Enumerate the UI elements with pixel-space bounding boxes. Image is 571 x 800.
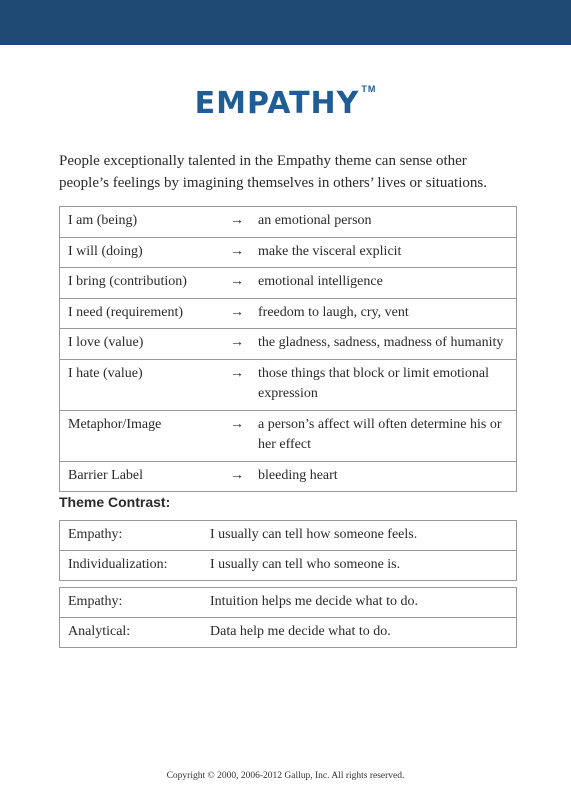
theme-contrast-table-2 (59, 587, 517, 648)
table-row (60, 329, 517, 360)
table-row (60, 461, 517, 492)
trait-label: I need (requirement) (60, 298, 225, 329)
trait-value: those things that block or limit emotional expression (250, 359, 517, 410)
table-row (60, 410, 517, 461)
arrow-icon: → (224, 410, 250, 461)
trait-value: a person’s affect will often determine his or her effect (250, 410, 517, 461)
table-row (60, 588, 517, 618)
table-row (60, 268, 517, 299)
trait-label: I will (doing) (60, 237, 225, 268)
title-text: EMPATHY (194, 86, 360, 121)
table-row (60, 551, 517, 581)
trait-label: I hate (value) (60, 359, 225, 410)
contrast-theme: Empathy: (60, 588, 203, 618)
contrast-theme: Empathy: (60, 521, 203, 551)
table-row (60, 207, 517, 238)
table-row (60, 521, 517, 551)
arrow-icon: → (224, 207, 250, 238)
trait-value: emotional intelligence (250, 268, 517, 299)
theme-traits-table (59, 206, 517, 492)
contrast-statement: I usually can tell who someone is. (202, 551, 517, 581)
contrast-statement: Data help me decide what to do. (202, 618, 517, 648)
copyright-notice: Copyright © 2000, 2006-2012 Gallup, Inc. All rights reserved. (166, 771, 405, 781)
arrow-icon: → (224, 298, 250, 329)
table-row (60, 237, 517, 268)
contrast-statement: Intuition helps me decide what to do. (202, 588, 517, 618)
table-row (60, 618, 517, 648)
theme-contrast-table-1 (59, 520, 517, 581)
top-color-band (0, 0, 571, 45)
page-title (0, 86, 571, 121)
trait-label: I bring (contribution) (60, 268, 225, 299)
trait-label: I am (being) (60, 207, 225, 238)
trait-label: I love (value) (60, 329, 225, 360)
contrast-theme: Analytical: (60, 618, 203, 648)
arrow-icon: → (224, 268, 250, 299)
theme-contrast-heading: Theme Contrast: (59, 494, 171, 510)
trait-label: Metaphor/Image (60, 410, 225, 461)
trait-label: Barrier Label (60, 461, 225, 492)
contrast-theme: Individualization: (60, 551, 203, 581)
trademark-mark: TM (361, 84, 377, 94)
contrast-statement: I usually can tell how someone feels. (202, 521, 517, 551)
arrow-icon: → (224, 461, 250, 492)
trait-value: the gladness, sadness, madness of humanity (250, 329, 517, 360)
table-row (60, 359, 517, 410)
trait-value: an emotional person (250, 207, 517, 238)
table-row (60, 298, 517, 329)
arrow-icon: → (224, 237, 250, 268)
trait-value: freedom to laugh, cry, vent (250, 298, 517, 329)
arrow-icon: → (224, 359, 250, 410)
trait-value: make the visceral explicit (250, 237, 517, 268)
arrow-icon: → (224, 329, 250, 360)
intro-paragraph: People exceptionally talented in the Empathy theme can sense other people’s feelings by imagining themselves in others’ lives or situations. (59, 153, 487, 191)
trait-value: bleeding heart (250, 461, 517, 492)
